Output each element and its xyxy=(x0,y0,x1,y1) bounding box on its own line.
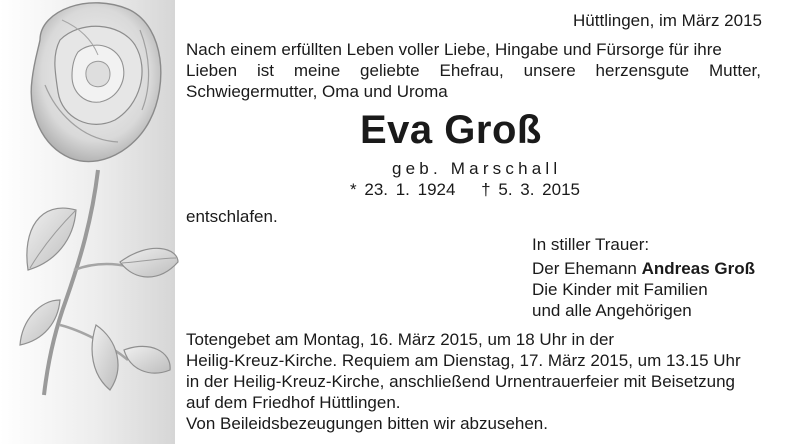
deceased-name: Eva Groß xyxy=(360,108,542,152)
service-line-2: Heilig-Kreuz-Kirche. Requiem am Dienstag, 17. März 2015, um 13.15 Uhr xyxy=(186,351,741,370)
husband-prefix: Der Ehemann xyxy=(532,259,642,278)
death-symbol: † xyxy=(481,180,491,199)
birth-date: 23. 1. 1924 xyxy=(364,180,456,199)
mourner-relatives: und alle Angehörigen xyxy=(532,301,692,320)
birth-name: geb. Marschall xyxy=(392,159,562,178)
husband-name: Andreas Groß xyxy=(641,259,755,278)
mourners-heading: In stiller Trauer: xyxy=(532,235,650,254)
death-date: 5. 3. 2015 xyxy=(498,180,580,199)
service-line-4: auf dem Friedhof Hüttlingen. xyxy=(186,393,401,412)
life-dates xyxy=(350,180,580,200)
passed-text: entschlafen. xyxy=(186,207,278,226)
mourner-children: Die Kinder mit Familien xyxy=(532,280,708,299)
service-line-1: Totengebet am Montag, 16. März 2015, um 18 Uhr in der xyxy=(186,330,615,349)
place-date: Hüttlingen, im März 2015 xyxy=(573,11,762,30)
service-line-5: Von Beileidsbezeugungen bitten wir abzusehen. xyxy=(186,414,548,433)
intro-line-1: Nach einem erfüllten Leben voller Liebe, Hingabe und Fürsorge für ihre xyxy=(186,40,722,59)
intro-line-3: Schwiegermutter, Oma und Uroma xyxy=(186,82,448,101)
intro-line-2: Lieben ist meine geliebte Ehefrau, unsere herzensgute Mutter, xyxy=(186,61,761,80)
rose-icon xyxy=(0,0,180,444)
birth-symbol: * xyxy=(350,180,357,199)
mourner-husband xyxy=(532,258,755,279)
service-line-3: in der Heilig-Kreuz-Kirche, anschließend Urnentrauerfeier mit Beisetzung xyxy=(186,372,735,391)
